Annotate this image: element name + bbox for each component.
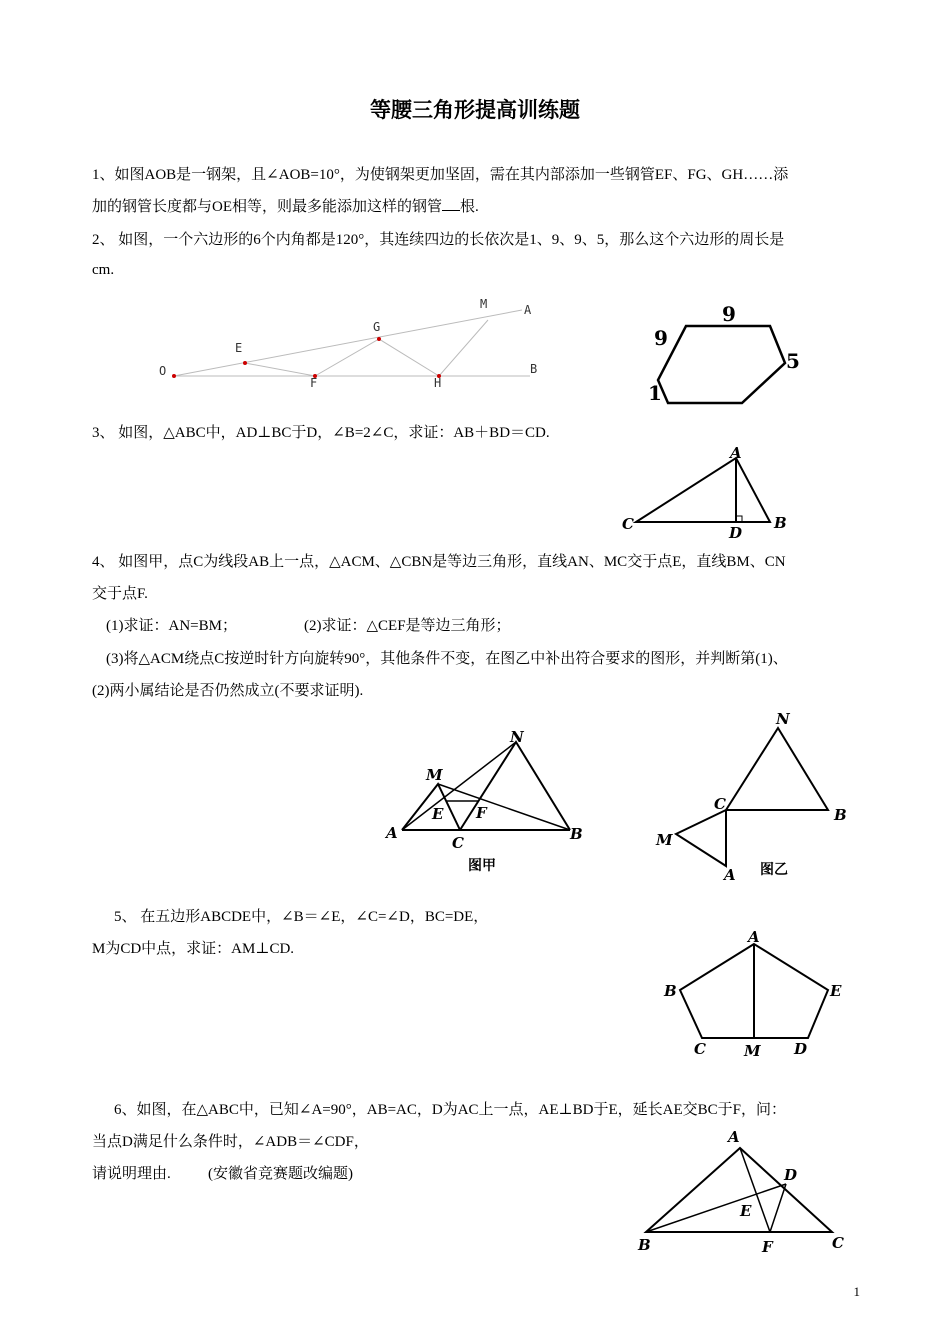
triangle-cbn [726, 728, 828, 810]
problem-3-line-1: 3、 如图，△ABC中，AD⊥BC于D，∠B=2∠C，求证：AB＋BD＝CD. [92, 425, 550, 441]
label-n: N [776, 710, 790, 728]
label-f: F [310, 376, 318, 390]
page-number: 1 [853, 1284, 860, 1299]
problem-6-line-3a: 请说明理由. [92, 1166, 171, 1182]
problem-1-line-1: 1、如图AOB是一钢架，且∠AOB=10°，为使钢架更加坚固，需在其内部添加一些钢管EF、FG、GH……添 [92, 167, 789, 183]
label-b: B [834, 806, 847, 824]
label-c: C [832, 1234, 844, 1252]
ray-oa [174, 310, 522, 376]
label-b: B [774, 514, 787, 532]
label-a: A [724, 866, 736, 884]
figure-4-yi [650, 710, 860, 886]
label-b: B [638, 1236, 651, 1254]
label-e: E [830, 982, 842, 1000]
label-c: C [622, 515, 634, 533]
label-o: O [159, 364, 167, 378]
label-a: A [386, 824, 398, 842]
label-e: E [432, 805, 444, 823]
label-m: M [480, 297, 488, 311]
problem-4-part-3: (3)将△ACM绕点C按逆时针方向旋转90°，其他条件不变，在图乙中补出符合要求的图形，并判断第(1)、 [106, 651, 788, 667]
problem-4-part-2: (2)求证：△CEF是等边三角形； [304, 618, 511, 634]
problem-2-line-2: cm. [92, 262, 115, 278]
label-b: B [664, 982, 677, 1000]
label-m: M [656, 831, 673, 849]
label-a: A [730, 444, 742, 462]
label-m: M [426, 766, 443, 784]
problem-1-text-end: 根. [460, 199, 479, 215]
problem-6-line-1: 6、如图，在△ABC中，已知∠A=90°，AB=AC，D为AC上一点，AE⊥BD于E，延长AE交BC于F，问： [114, 1102, 786, 1118]
problem-1-line-2 [92, 195, 479, 216]
label-1: 1 [648, 381, 662, 405]
problem-4-part-1: (1)求证：AN=BM； [106, 618, 237, 634]
label-m: M [744, 1042, 761, 1060]
label-c: C [694, 1040, 706, 1058]
label-f: F [476, 804, 487, 822]
label-c: C [452, 834, 464, 852]
caption-jia: 图甲 [468, 858, 496, 874]
line-an [402, 742, 516, 830]
triangle-abc [636, 458, 770, 522]
figure-steel-frame [150, 292, 550, 392]
label-b: B [570, 825, 583, 843]
label-a: A [524, 303, 532, 317]
label-d: D [794, 1040, 808, 1058]
label-h: H [434, 376, 442, 390]
label-e: E [235, 341, 243, 355]
point-o [172, 374, 176, 378]
figure-right-isosceles [632, 1122, 862, 1260]
label-d: D [729, 524, 743, 542]
problem-4-line-1: 4、 如图甲，点C为线段AB上一点，△ACM、△CBN是等边三角形，直线AN、MC交于点E，直线BM、CN [92, 554, 786, 570]
page-title: 等腰三角形提高训练题 [370, 98, 580, 122]
problem-4-line-2: 交于点F. [92, 586, 148, 602]
label-top-9: 9 [722, 302, 736, 326]
answer-blank [442, 196, 460, 211]
label-f: F [762, 1238, 773, 1256]
label-e: E [740, 1202, 752, 1220]
problem-6-line-2: 当点D满足什么条件时，∠ADB＝∠CDF， [92, 1134, 369, 1150]
caption-yi: 图乙 [760, 862, 788, 878]
label-d: D [784, 1166, 798, 1184]
triangle-abc [646, 1148, 832, 1232]
label-n: N [510, 728, 524, 746]
figure-pentagon [660, 926, 850, 1062]
figure-hexagon [640, 298, 810, 410]
figure-triangle-abc-altitude [618, 444, 798, 544]
point-g [377, 337, 381, 341]
problem-6-line-3b: (安徽省竞赛题改编题) [208, 1166, 353, 1182]
label-c: C [714, 795, 726, 813]
label-b: B [530, 362, 538, 376]
segment-bd [646, 1184, 786, 1232]
label-left-9: 9 [654, 326, 668, 350]
problem-5-line-2: M为CD中点，求证：AM⊥CD. [92, 941, 295, 957]
triangle-acm-rotated [676, 810, 726, 866]
label-a: A [728, 1128, 740, 1146]
problem-1-text: 加的钢管长度都与OE相等，则最多能添加这样的钢管 [92, 199, 442, 215]
segment-df [770, 1184, 786, 1232]
label-5: 5 [786, 349, 800, 373]
hexagon-shape [658, 326, 785, 403]
figure-4-jia [380, 726, 590, 876]
problem-5-line-1: 5、 在五边形ABCDE中，∠B＝∠E，∠C=∠D，BC=DE， [114, 909, 489, 925]
problem-4-line-5: (2)两小属结论是否仍然成立(不要求证明). [92, 683, 364, 699]
label-g: G [373, 320, 381, 334]
point-e [243, 361, 247, 365]
problem-2-line-1: 2、 如图，一个六边形的6个内角都是120°，其连续四边的长依次是1、9、9、5，那么这个六边形的周长是 [92, 232, 785, 248]
steel-pipes [245, 320, 488, 376]
label-a: A [748, 928, 760, 946]
